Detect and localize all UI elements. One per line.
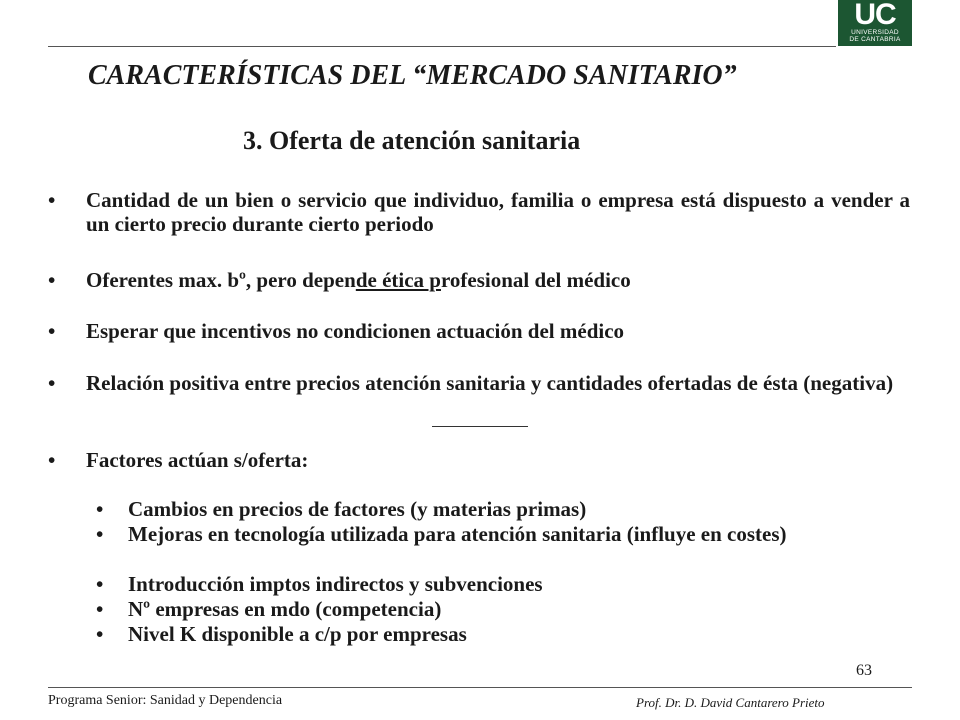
logo-line-1: UNIVERSIDAD [851,29,899,36]
bullet-dot: • [48,371,56,395]
slide-title: CARACTERÍSTICAS DEL “MERCADO SANITARIO” [88,60,737,91]
slide-subtitle: 3. Oferta de atención sanitaria [243,126,581,155]
bullet-dot: • [96,622,104,646]
bullet-dot: • [96,597,104,621]
sub-bullet-text: Mejoras en tecnología utilizada para atención sanitaria (influye en costes) [128,522,787,546]
bullet-dot: • [48,188,56,212]
bullet-dot: • [48,448,56,472]
bullet-dot: • [96,572,104,596]
bullet-dot: • [96,522,104,546]
bullet-text [86,268,910,292]
underlined-text: de ética p [355,268,441,292]
logo-line-2: DE CANTABRIA [849,36,901,43]
footer-program: Programa Senior: Sanidad y Dependencia [48,693,283,708]
sub-bullet-text: Introducción imptos indirectos y subvenciones [128,572,543,596]
bullet-text: Esperar que incentivos no condicionen actuación del médico [86,319,625,343]
sub-bullet-text: Nº empresas en mdo (competencia) [128,597,442,621]
logo-mark: UC [854,0,896,31]
sub-bullet-text: Cambios en precios de factores (y materias primas) [128,497,587,521]
bullet-text: Cantidad de un bien o servicio que individuo, familia o empresa está dispuesto a vender a un cierto precio durante cierto periodo [86,188,910,236]
footer-author: Prof. Dr. D. David Cantarero Prieto [636,695,825,710]
bullet-text-part: Oferentes max. bº, pero depen [86,268,356,292]
fill-in-blank-line [432,426,528,427]
bullet-text-part: rofesional del médico [440,268,631,292]
page-number: 63 [856,662,872,679]
bullet-dot: • [96,497,104,521]
bullet-dot: • [48,319,56,343]
university-logo [838,0,912,46]
sub-bullet-text: Nivel K disponible a c/p por empresas [128,622,467,646]
bullet-dot: • [48,268,56,292]
bullet-text: Factores actúan s/oferta: [86,448,309,472]
footer-rule [48,687,912,688]
header-rule [48,46,836,47]
bullet-text: Relación positiva entre precios atención sanitaria y cantidades ofertadas de ésta (negativa) [86,371,894,395]
